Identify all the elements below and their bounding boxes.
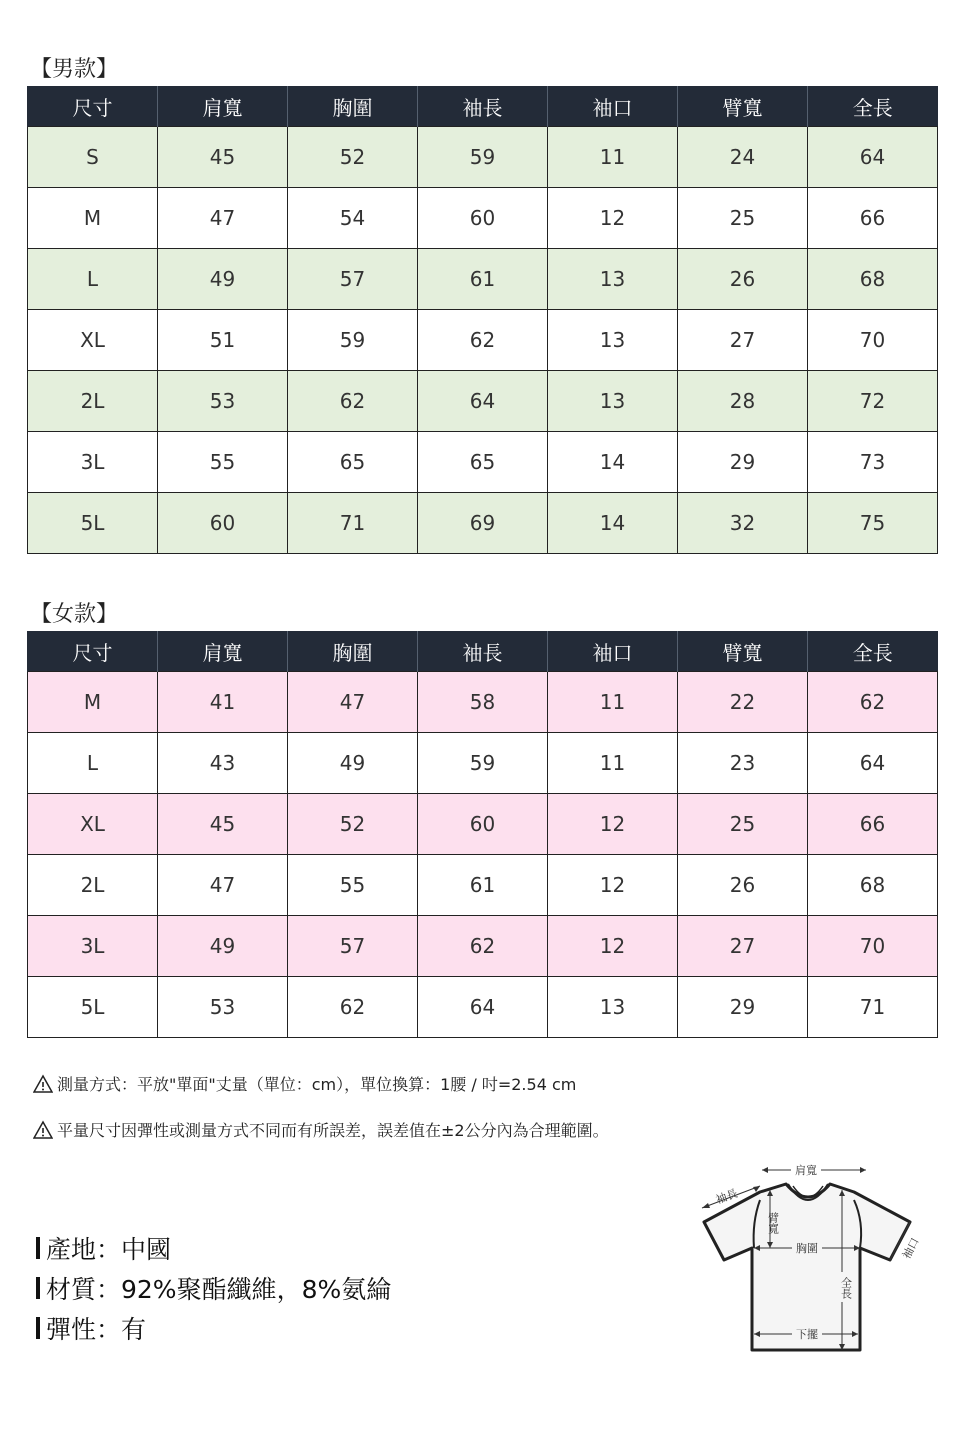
measurement-cell: 13 — [548, 310, 678, 371]
warning-icon — [33, 1120, 53, 1140]
measurement-cell: 27 — [678, 310, 808, 371]
column-header: 臂寬 — [678, 631, 808, 672]
measurement-cell: 14 — [548, 493, 678, 554]
measurement-cell: 53 — [158, 371, 288, 432]
size-cell: L — [28, 249, 158, 310]
column-header: 尺寸 — [28, 86, 158, 127]
table-row — [28, 371, 938, 432]
column-header: 肩寬 — [158, 631, 288, 672]
size-cell: M — [28, 672, 158, 733]
measurement-cell: 52 — [288, 794, 418, 855]
measurement-cell: 11 — [548, 127, 678, 188]
measurement-cell: 66 — [808, 794, 938, 855]
measurement-cell: 11 — [548, 733, 678, 794]
measurement-cell: 59 — [418, 127, 548, 188]
measurement-cell: 64 — [808, 127, 938, 188]
measurement-cell: 14 — [548, 432, 678, 493]
tolerance-note-text: 平量尺寸因彈性或測量方式不同而有所誤差，誤差值在±2公分內為合理範圍。 — [57, 1121, 609, 1140]
table-row — [28, 310, 938, 371]
measurement-cell: 43 — [158, 733, 288, 794]
measurement-cell: 53 — [158, 977, 288, 1038]
tshirt-outline — [704, 1184, 910, 1350]
measurement-cell: 49 — [158, 249, 288, 310]
table-row — [28, 432, 938, 493]
measurement-cell: 59 — [288, 310, 418, 371]
bullet-bar — [36, 1237, 40, 1259]
measurement-cell: 57 — [288, 249, 418, 310]
measurement-cell: 62 — [808, 672, 938, 733]
size-cell: 5L — [28, 493, 158, 554]
column-header: 肩寬 — [158, 86, 288, 127]
column-header: 全長 — [808, 86, 938, 127]
measurement-cell: 24 — [678, 127, 808, 188]
measurement-cell: 29 — [678, 432, 808, 493]
measurement-cell: 68 — [808, 249, 938, 310]
bullet-bar — [36, 1277, 40, 1299]
measurement-cell: 28 — [678, 371, 808, 432]
measurement-cell: 25 — [678, 188, 808, 249]
men-header-row — [28, 86, 938, 127]
measurement-cell: 58 — [418, 672, 548, 733]
bullet-bar — [36, 1317, 40, 1339]
measurement-cell: 60 — [158, 493, 288, 554]
women-size-table — [27, 631, 938, 1038]
warning-icon — [33, 1074, 53, 1094]
measurement-cell: 61 — [418, 855, 548, 916]
measurement-cell: 49 — [288, 733, 418, 794]
measurement-cell: 73 — [808, 432, 938, 493]
table-row — [28, 672, 938, 733]
measurement-cell: 72 — [808, 371, 938, 432]
measurement-cell: 25 — [678, 794, 808, 855]
measurement-cell: 66 — [808, 188, 938, 249]
measurement-cell: 57 — [288, 916, 418, 977]
size-cell: 5L — [28, 977, 158, 1038]
measurement-cell: 64 — [418, 977, 548, 1038]
diagram-label-cuff: 袖口 — [900, 1235, 922, 1262]
measurement-cell: 52 — [288, 127, 418, 188]
measurement-cell: 47 — [158, 188, 288, 249]
measurement-cell: 64 — [418, 371, 548, 432]
diagram-label-arm-width: 臂寬 — [766, 1212, 780, 1234]
size-cell: 2L — [28, 855, 158, 916]
measurement-cell: 13 — [548, 249, 678, 310]
measurement-cell: 32 — [678, 493, 808, 554]
info-elasticity — [36, 1310, 146, 1346]
table-row — [28, 188, 938, 249]
measurement-cell: 22 — [678, 672, 808, 733]
measurement-cell: 65 — [418, 432, 548, 493]
info-origin-text: 產地：中國 — [46, 1235, 172, 1264]
column-header: 臂寬 — [678, 86, 808, 127]
measurement-cell: 65 — [288, 432, 418, 493]
size-cell: 3L — [28, 916, 158, 977]
column-header: 袖長 — [418, 631, 548, 672]
measurement-cell: 60 — [418, 188, 548, 249]
size-cell: L — [28, 733, 158, 794]
size-cell: S — [28, 127, 158, 188]
measurement-cell: 62 — [288, 977, 418, 1038]
measurement-cell: 54 — [288, 188, 418, 249]
diagram-label-chest: 胸圍 — [796, 1242, 818, 1255]
men-section-title: 【男款】 — [30, 57, 119, 82]
diagram-label-hem: 下擺 — [796, 1328, 818, 1341]
measurement-cell: 41 — [158, 672, 288, 733]
measurement-cell: 59 — [418, 733, 548, 794]
info-origin — [36, 1230, 171, 1266]
measurement-cell: 71 — [288, 493, 418, 554]
women-section-title: 【女款】 — [30, 602, 119, 627]
size-cell: 3L — [28, 432, 158, 493]
measurement-cell: 12 — [548, 794, 678, 855]
measurement-note — [33, 1072, 576, 1095]
measurement-cell: 13 — [548, 977, 678, 1038]
men-size-table — [27, 86, 938, 554]
measurement-cell: 12 — [548, 855, 678, 916]
column-header: 袖口 — [548, 86, 678, 127]
measurement-cell: 55 — [158, 432, 288, 493]
measurement-cell: 70 — [808, 310, 938, 371]
measurement-cell: 47 — [288, 672, 418, 733]
measurement-cell: 55 — [288, 855, 418, 916]
size-cell: XL — [28, 794, 158, 855]
measurement-cell: 49 — [158, 916, 288, 977]
tolerance-note — [33, 1118, 609, 1141]
measurement-cell: 45 — [158, 127, 288, 188]
diagram-label-sleeve-length: 袖長 — [714, 1186, 740, 1207]
measurement-cell: 60 — [418, 794, 548, 855]
table-row — [28, 916, 938, 977]
measurement-cell: 61 — [418, 249, 548, 310]
measurement-cell: 12 — [548, 916, 678, 977]
measurement-cell: 62 — [418, 916, 548, 977]
column-header: 胸圍 — [288, 86, 418, 127]
measurement-note-text: 測量方式：平放"單面"丈量（單位：cm），單位換算：1腰 / 吋=2.54 cm — [57, 1075, 577, 1094]
column-header: 袖口 — [548, 631, 678, 672]
measurement-cell: 62 — [288, 371, 418, 432]
measurement-cell: 51 — [158, 310, 288, 371]
size-cell: XL — [28, 310, 158, 371]
measurement-cell: 62 — [418, 310, 548, 371]
tshirt-measurement-diagram — [696, 1160, 936, 1360]
measurement-cell: 27 — [678, 916, 808, 977]
size-cell: M — [28, 188, 158, 249]
table-row — [28, 127, 938, 188]
measurement-cell: 69 — [418, 493, 548, 554]
measurement-cell: 11 — [548, 672, 678, 733]
table-row — [28, 733, 938, 794]
measurement-cell: 70 — [808, 916, 938, 977]
measurement-cell: 26 — [678, 249, 808, 310]
column-header: 胸圍 — [288, 631, 418, 672]
table-row — [28, 249, 938, 310]
info-material-text: 材質：92%聚酯纖維，8%氨綸 — [46, 1275, 392, 1304]
measurement-cell: 68 — [808, 855, 938, 916]
measurement-cell: 71 — [808, 977, 938, 1038]
table-row — [28, 855, 938, 916]
table-row — [28, 794, 938, 855]
table-row — [28, 493, 938, 554]
measurement-cell: 29 — [678, 977, 808, 1038]
measurement-cell: 13 — [548, 371, 678, 432]
column-header: 尺寸 — [28, 631, 158, 672]
diagram-label-shoulder: 肩寬 — [795, 1164, 817, 1177]
measurement-cell: 23 — [678, 733, 808, 794]
women-header-row — [28, 631, 938, 672]
measurement-cell: 12 — [548, 188, 678, 249]
size-cell: 2L — [28, 371, 158, 432]
column-header: 全長 — [808, 631, 938, 672]
measurement-cell: 64 — [808, 733, 938, 794]
measurement-cell: 26 — [678, 855, 808, 916]
info-material — [36, 1270, 391, 1306]
table-row — [28, 977, 938, 1038]
column-header: 袖長 — [418, 86, 548, 127]
measurement-cell: 47 — [158, 855, 288, 916]
measurement-cell: 45 — [158, 794, 288, 855]
measurement-cell: 75 — [808, 493, 938, 554]
info-elasticity-text: 彈性：有 — [46, 1315, 147, 1344]
diagram-label-total-length: 全長 — [839, 1277, 853, 1299]
